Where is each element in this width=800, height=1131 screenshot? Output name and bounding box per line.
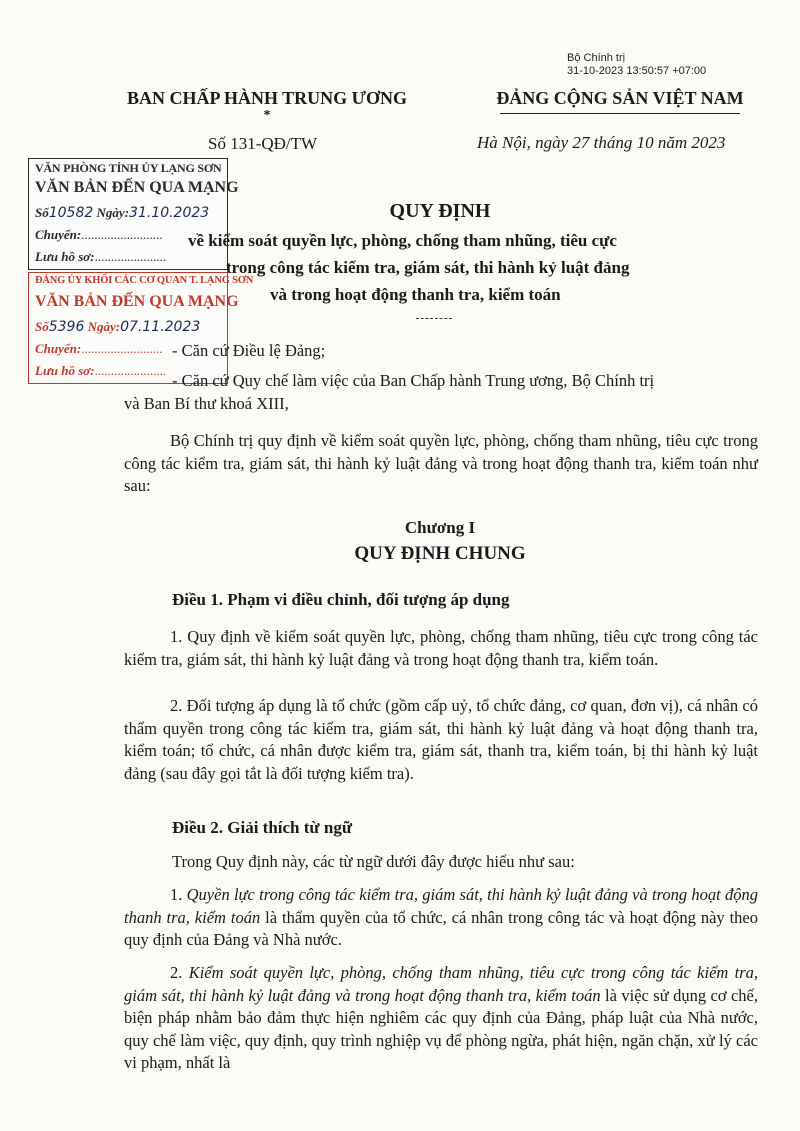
stamp-archive-row: Lưu hồ sơ:......................: [35, 249, 167, 264]
article-2-clause-1: 1. Quyền lực trong công tác kiểm tra, giám sát, thi hành kỷ luật đảng và trong hoạt động thanh tra, kiểm toán là thẩm quyền của tổ chức, cá nhân trong công tác và hoạt động này theo quy định của Đảng và Nhà nước.: [124, 885, 759, 950]
stamp-date-label: Ngày:: [96, 205, 130, 220]
stamp-title: VĂN BẢN ĐẾN QUA MẠNG: [35, 293, 239, 310]
article-2-clause-2: 2. Kiểm soát quyền lực, phòng, chống tham nhũng, tiêu cực trong công tác kiểm tra, giám sát, thi hành kỷ luật đảng và trong hoạt động thanh tra, kiểm toán là việc sử dụng cơ chế, biện pháp nhằm bảo đảm thực hiện nghiêm các quy định của Đảng, pháp luật của Nhà nước, quy chế làm việc, quy định, quy trình nghiệp vụ để phòng ngừa, phát hiện, ngăn chặn, xử lý các vi phạm, nhất là: [124, 963, 758, 1073]
subtitle-line-2: trong công tác kiểm tra, giám sát, thi hành kỷ luật đảng: [226, 258, 630, 277]
subtitle-line-3: và trong hoạt động thanh tra, kiểm toán: [270, 285, 561, 304]
basis-2-line-1: - Căn cứ Quy chế làm việc của Ban Chấp hành Trung ương, Bộ Chính trị: [172, 371, 655, 390]
stamp-number-label: Số: [35, 319, 49, 334]
article-1-title: Điều 1. Phạm vi điều chỉnh, đối tượng áp dụng: [172, 590, 510, 609]
stamp-number-row: [35, 319, 200, 335]
stamp-org: VĂN PHÒNG TỈNH ỦY LẠNG SƠN: [35, 161, 222, 175]
stamp-org: ĐẢNG ỦY KHỐI CÁC CƠ QUAN T. LẠNG SƠN: [35, 275, 254, 286]
issuing-body: [112, 88, 422, 121]
stamp-archive-row: Lưu hồ sơ:......................: [35, 363, 167, 378]
stamp-date-value: 07.11.2023: [120, 319, 201, 335]
stamp-forward-row: Chuyển:.........................: [35, 341, 163, 356]
received-stamp-1: [28, 158, 239, 270]
stamp-number-value: 10582: [48, 205, 94, 221]
preamble: Bộ Chính trị quy định về kiểm soát quyền lực, phòng, chống tham nhũng, tiêu cực trong công tác kiểm tra, giám sát, thi hành kỷ luật đảng và trong hoạt động thanh tra, kiểm toán như sau:: [124, 431, 758, 496]
basis-2-line-2: và Ban Bí thư khoá XIII,: [124, 394, 289, 413]
stamp-number-row: [35, 205, 209, 221]
signature-datetime: 31-10-2023 13:50:57 +07:00: [567, 65, 707, 77]
document-title: QUY ĐỊNH: [389, 200, 491, 222]
stamp-number-label: Số: [35, 205, 49, 220]
article-2-title: Điều 2. Giải thích từ ngữ: [172, 818, 353, 837]
stamp-archive-label: Lưu hồ sơ:: [35, 249, 95, 264]
article-1-clause-2: 2. Đối tượng áp dụng là tổ chức (gồm cấp uỷ, tổ chức đảng, cơ quan, đơn vị), cá nhân có thẩm quyền trong công tác kiểm tra, giám sát, thi hành kỷ luật đảng và hoạt động thanh tra, kiểm toán; tổ chức, cá nhân được kiểm tra, giám sát, thanh tra, kiểm toán, bị thi hành kỷ luật đảng (sau đây gọi tắt là đối tượng kiểm tra).: [124, 696, 758, 783]
chapter-title: QUY ĐỊNH CHUNG: [354, 543, 526, 564]
article-2-intro: Trong Quy định này, các từ ngữ dưới đây được hiểu như sau:: [172, 852, 575, 871]
signature-org: Bộ Chính trị: [567, 52, 626, 64]
stamp-archive-label: Lưu hồ sơ:: [35, 363, 95, 378]
header-rule: [500, 113, 740, 114]
stamp-date-value: 31.10.2023: [129, 205, 210, 221]
stamp-forward-label: Chuyển:: [35, 227, 82, 242]
stamp-forward-label: Chuyển:: [35, 341, 82, 356]
stamp-date-label: Ngày:: [87, 319, 121, 334]
party-name: ĐẢNG CỘNG SẢN VIỆT NAM: [496, 88, 744, 108]
document-number: Số 131-QĐ/TW: [208, 134, 318, 153]
subtitle-line-1: về kiểm soát quyền lực, phòng, chống tham nhũng, tiêu cực: [188, 231, 617, 250]
stamp-forward-row: Chuyển:.........................: [35, 227, 163, 242]
article-1-clause-1: 1. Quy định về kiểm soát quyền lực, phòng, chống tham nhũng, tiêu cực trong công tác kiểm tra, giám sát, thi hành kỷ luật đảng và trong hoạt động thanh tra, kiểm toán.: [124, 627, 758, 669]
basis-1: - Căn cứ Điều lệ Đảng;: [172, 341, 326, 360]
title-divider: [416, 318, 452, 319]
document-date: Hà Nội, ngày 27 tháng 10 năm 2023: [477, 133, 726, 152]
chapter-number: Chương I: [404, 518, 476, 537]
digital-signature: [567, 52, 706, 78]
star-mark: *: [263, 108, 271, 123]
issuing-body-name: BAN CHẤP HÀNH TRUNG ƯƠNG: [126, 88, 407, 108]
stamp-number-value: 5396: [48, 319, 85, 335]
stamp-title: VĂN BẢN ĐẾN QUA MẠNG: [35, 179, 239, 196]
party-header: [470, 88, 770, 114]
